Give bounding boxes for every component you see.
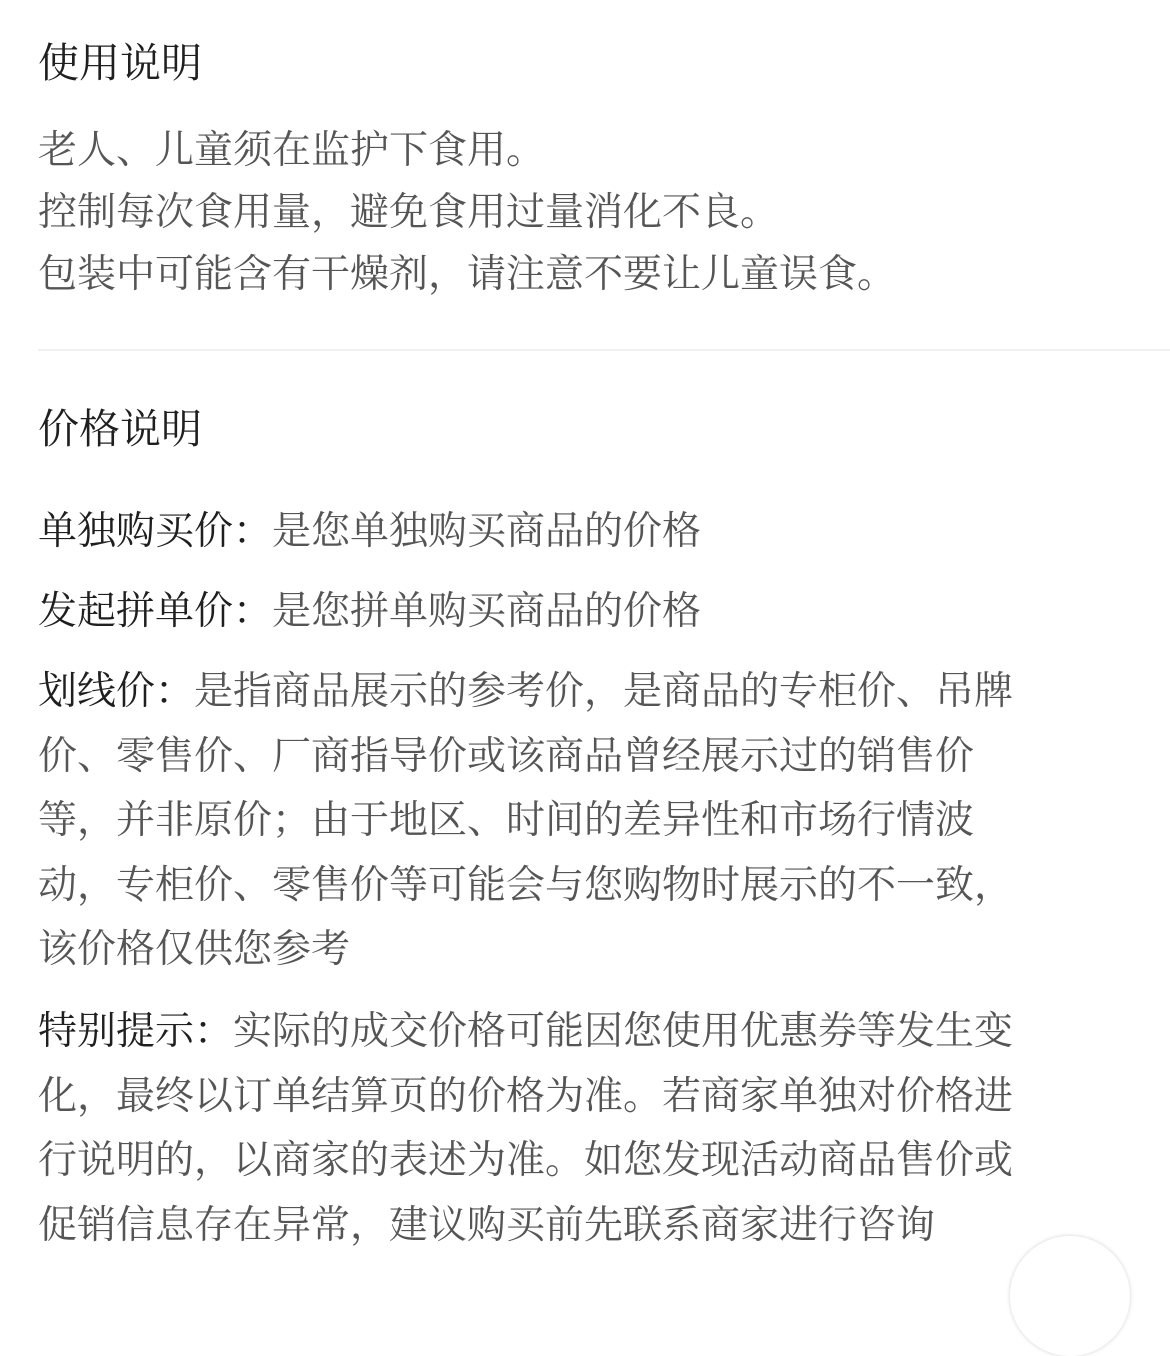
price-desc-line: 是指商品展示的参考价，是商品的专柜价、吊牌 [194,669,1014,714]
price-desc-line: 动，专柜价、零售价等可能会与您购物时展示的不一致， [38,862,1014,908]
price-term-notice: 特别提示： [38,1009,234,1054]
price-desc-line: 促销信息存在异常，建议购买前先联系商家进行咨询 [38,1202,936,1248]
price-desc-line: 是您拼单购买商品的价格 [272,589,702,634]
price-desc-line: 实际的成交价格可能因您使用优惠券等发生变 [233,1009,1014,1054]
price-desc-line: 该价格仅供您参考 [38,927,351,972]
price-item-single [38,500,1118,565]
usage-title: 使用说明 [38,39,202,87]
price-title: 价格说明 [38,405,202,453]
price-desc-line: 化，最终以订单结算页的价格为准。若商家单独对价格进 [38,1073,1014,1119]
price-desc-line: 行说明的，以商家的表述为准。如您发现活动商品售价或 [38,1138,1014,1183]
price-desc-line: 是您单独购买商品的价格 [272,509,702,554]
price-item-group [38,580,1118,645]
floating-action-button[interactable] [1010,1236,1130,1356]
price-item-notice [38,1000,1118,1258]
usage-line: 控制每次食用量，避免食用过量消化不良。 [38,190,780,235]
usage-line: 老人、儿童须在监护下食用。 [38,128,546,173]
section-divider [38,349,1170,351]
price-term-strike: 划线价： [38,669,195,714]
price-desc-line: 价、零售价、厂商指导价或该商品曾经展示过的销售价 [38,733,975,779]
price-item-strike [38,660,1118,983]
usage-line: 包装中可能含有干燥剂，请注意不要让儿童误食。 [38,252,897,297]
price-desc-line: 等，并非原价；由于地区、时间的差异性和市场行情波 [38,798,975,843]
price-term-single: 单独购买价： [38,509,273,554]
price-term-group: 发起拼单价： [38,589,273,634]
